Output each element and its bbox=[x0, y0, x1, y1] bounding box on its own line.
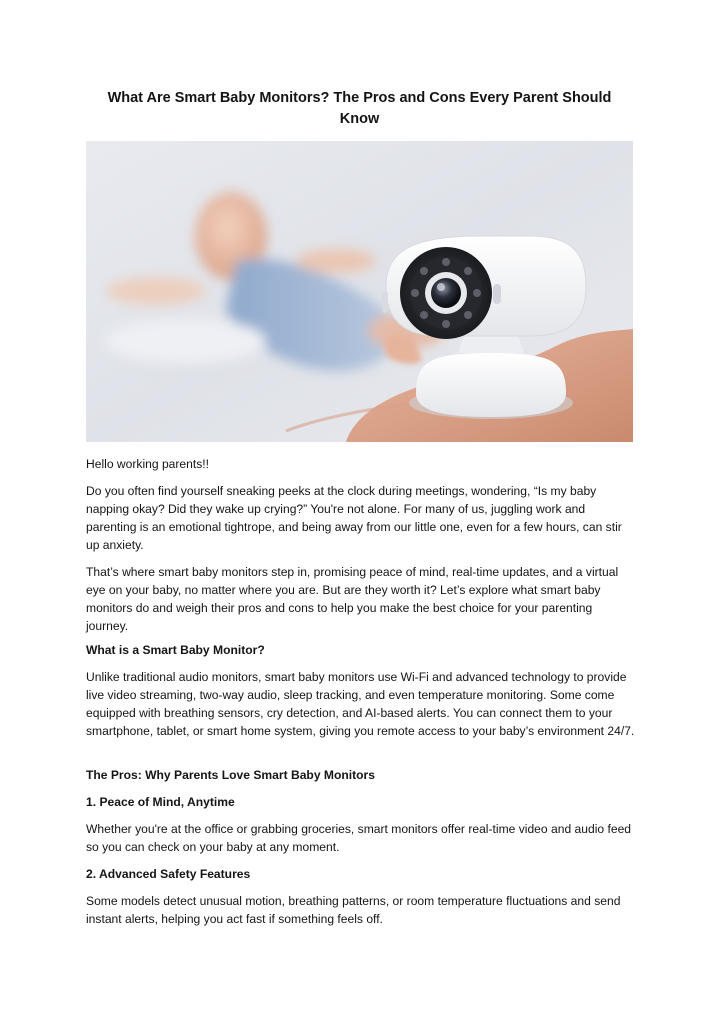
pros-item-2-paragraph bbox=[86, 892, 636, 928]
intro-text-2: That’s where smart baby monitors step in, promising peace of mind, real-time updates, and a virtual eye on your baby, no matter where you are. But are they worth it? Let’s explore what smart baby monitors do and weigh their pros and cons to help you make the best choice for your parenting journey. bbox=[86, 565, 619, 633]
intro-text-1: Do you often find yourself sneaking peeks at the clock during meetings, wondering, “Is my baby napping okay? Did they wake up crying?” You're not alone. For many of us, juggling work and parenting is an emotional tightrope, and being away from our little one, even for a few hours, can stir up anxiety. bbox=[86, 484, 622, 552]
section-heading-what: What is a Smart Baby Monitor? bbox=[86, 643, 265, 657]
greeting-paragraph bbox=[86, 455, 636, 473]
pros-item-2-text: Some models detect unusual motion, breathing patterns, or room temperature fluctuations and send instant alerts, helping you act fast if something feels off. bbox=[86, 894, 621, 926]
pros-item-1-text: Whether you're at the office or grabbing groceries, smart monitors offer real-time video and audio feed so you can check on your baby at any moment. bbox=[86, 822, 632, 854]
intro-paragraph-2 bbox=[86, 563, 636, 635]
section-what-text: Unlike traditional audio monitors, smart baby monitors use Wi-Fi and advanced technology to provide live video streaming, two-way audio, sleep tracking, and even temperature monitoring. Some come equipped with breathing sensors, cry detection, and AI-based alerts. You can connect them to your smartphone, tablet, or smart home system, giving you remote access to your baby’s environment 24/7. bbox=[86, 670, 635, 738]
pros-item-1-paragraph bbox=[86, 820, 636, 856]
pros-item-1-heading: 1. Peace of Mind, Anytime bbox=[86, 795, 235, 809]
article-title: What Are Smart Baby Monitors? The Pros and Cons Every Parent Should Know bbox=[107, 90, 612, 127]
greeting-text: Hello working parents!! bbox=[86, 457, 210, 471]
section-heading-pros: The Pros: Why Parents Love Smart Baby Monitors bbox=[86, 768, 375, 782]
hero-image bbox=[86, 141, 633, 442]
pros-item-2-heading: 2. Advanced Safety Features bbox=[86, 867, 251, 881]
section-what-paragraph bbox=[86, 668, 636, 740]
intro-paragraph-1 bbox=[86, 482, 636, 554]
